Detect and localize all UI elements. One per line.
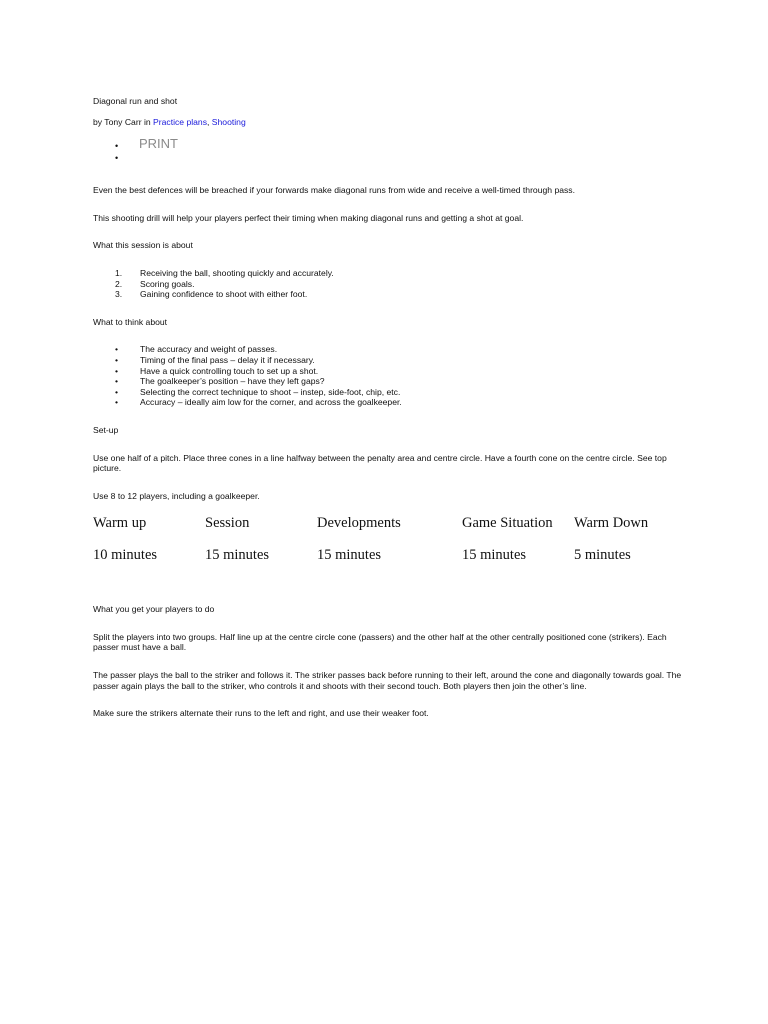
setup-heading: Set-up <box>93 424 119 435</box>
schedule-header-cell: Warm up <box>93 515 147 532</box>
think-heading: What to think about <box>93 316 168 327</box>
todo-paragraph-2: The passer plays the ball to the striker and follows it. The striker passes back before running to their left, around the cone and diagonally towards goal. The passer again plays the ball to the striker, who controls it and shoots with their second touch. Both players then join the other’s line. <box>93 670 682 691</box>
print-button[interactable]: PRINT <box>139 136 178 152</box>
byline <box>93 117 693 128</box>
list-item: • Selecting the correct technique to shoot – instep, side-foot, chip, etc. <box>93 387 693 398</box>
session-schedule-table <box>93 515 693 582</box>
print-list-item[interactable] <box>93 136 693 153</box>
print-list <box>93 136 693 165</box>
setup-paragraph: Use one half of a pitch. Place three cones in a line halfway between the penalty area and centre circle. Have a fourth cone on the centre circle. See top picture. <box>93 452 667 474</box>
intro-paragraph-2: This shooting drill will help your players perfect their timing when making diagonal runs and getting a shot at goal. <box>93 212 524 223</box>
byline-prefix: by Tony Carr in <box>93 116 154 127</box>
schedule-duration-cell: 15 minutes <box>462 547 527 564</box>
schedule-header-row <box>93 515 693 550</box>
schedule-header-cell: Warm Down <box>574 515 649 532</box>
schedule-header-cell: Developments <box>317 515 401 532</box>
list-item: • The goalkeeper’s position – have they left gaps? <box>93 376 693 387</box>
list-text: Scoring goals. <box>140 278 195 289</box>
category-link-practice-plans[interactable]: Practice plans <box>153 116 208 127</box>
intro-paragraph-1: Even the best defences will be breached if your forwards make diagonal runs from wide and receive a well-timed through pass. <box>93 185 575 196</box>
schedule-header-cell: Session <box>205 515 250 532</box>
list-number: 3. <box>115 289 123 300</box>
print-list-item-empty <box>93 153 693 165</box>
about-list <box>93 268 693 300</box>
schedule-duration-row <box>93 547 693 582</box>
think-list <box>93 344 693 408</box>
todo-heading: What you get your players to do <box>93 604 215 615</box>
category-link-shooting[interactable]: Shooting <box>211 116 246 127</box>
article-title: Diagonal run and shot <box>93 96 178 106</box>
list-item <box>93 289 693 300</box>
list-item: • Have a quick controlling touch to set up a shot. <box>93 366 693 377</box>
schedule-duration-cell: 5 minutes <box>574 547 631 564</box>
schedule-duration-cell: 15 minutes <box>205 547 270 564</box>
schedule-header-cell: Game Situation <box>462 515 553 532</box>
list-text: Receiving the ball, shooting quickly and accurately. <box>140 267 334 278</box>
list-text: Gaining confidence to shoot with either foot. <box>140 289 308 300</box>
schedule-duration-cell: 10 minutes <box>93 547 158 564</box>
todo-paragraph-1: Split the players into two groups. Half line up at the centre circle cone (passers) and the other half at the other centrally positioned cone (strikers). Each passer must have a ball. <box>93 631 667 653</box>
byline-separator: , <box>207 116 212 127</box>
players-paragraph: Use 8 to 12 players, including a goalkeeper. <box>93 490 260 501</box>
list-item: • Accuracy – ideally aim low for the corner, and across the goalkeeper. <box>93 397 693 408</box>
schedule-duration-cell: 15 minutes <box>317 547 382 564</box>
document-body <box>93 96 693 736</box>
list-item: • The accuracy and weight of passes. <box>93 344 693 355</box>
todo-paragraph-3: Make sure the strikers alternate their runs to the left and right, and use their weaker foot. <box>93 708 429 719</box>
list-item: • Timing of the final pass – delay it if necessary. <box>93 355 693 366</box>
about-heading: What this session is about <box>93 240 193 251</box>
list-item <box>93 279 693 290</box>
list-item <box>93 268 693 279</box>
list-number: 2. <box>115 278 123 289</box>
list-number: 1. <box>115 267 123 278</box>
